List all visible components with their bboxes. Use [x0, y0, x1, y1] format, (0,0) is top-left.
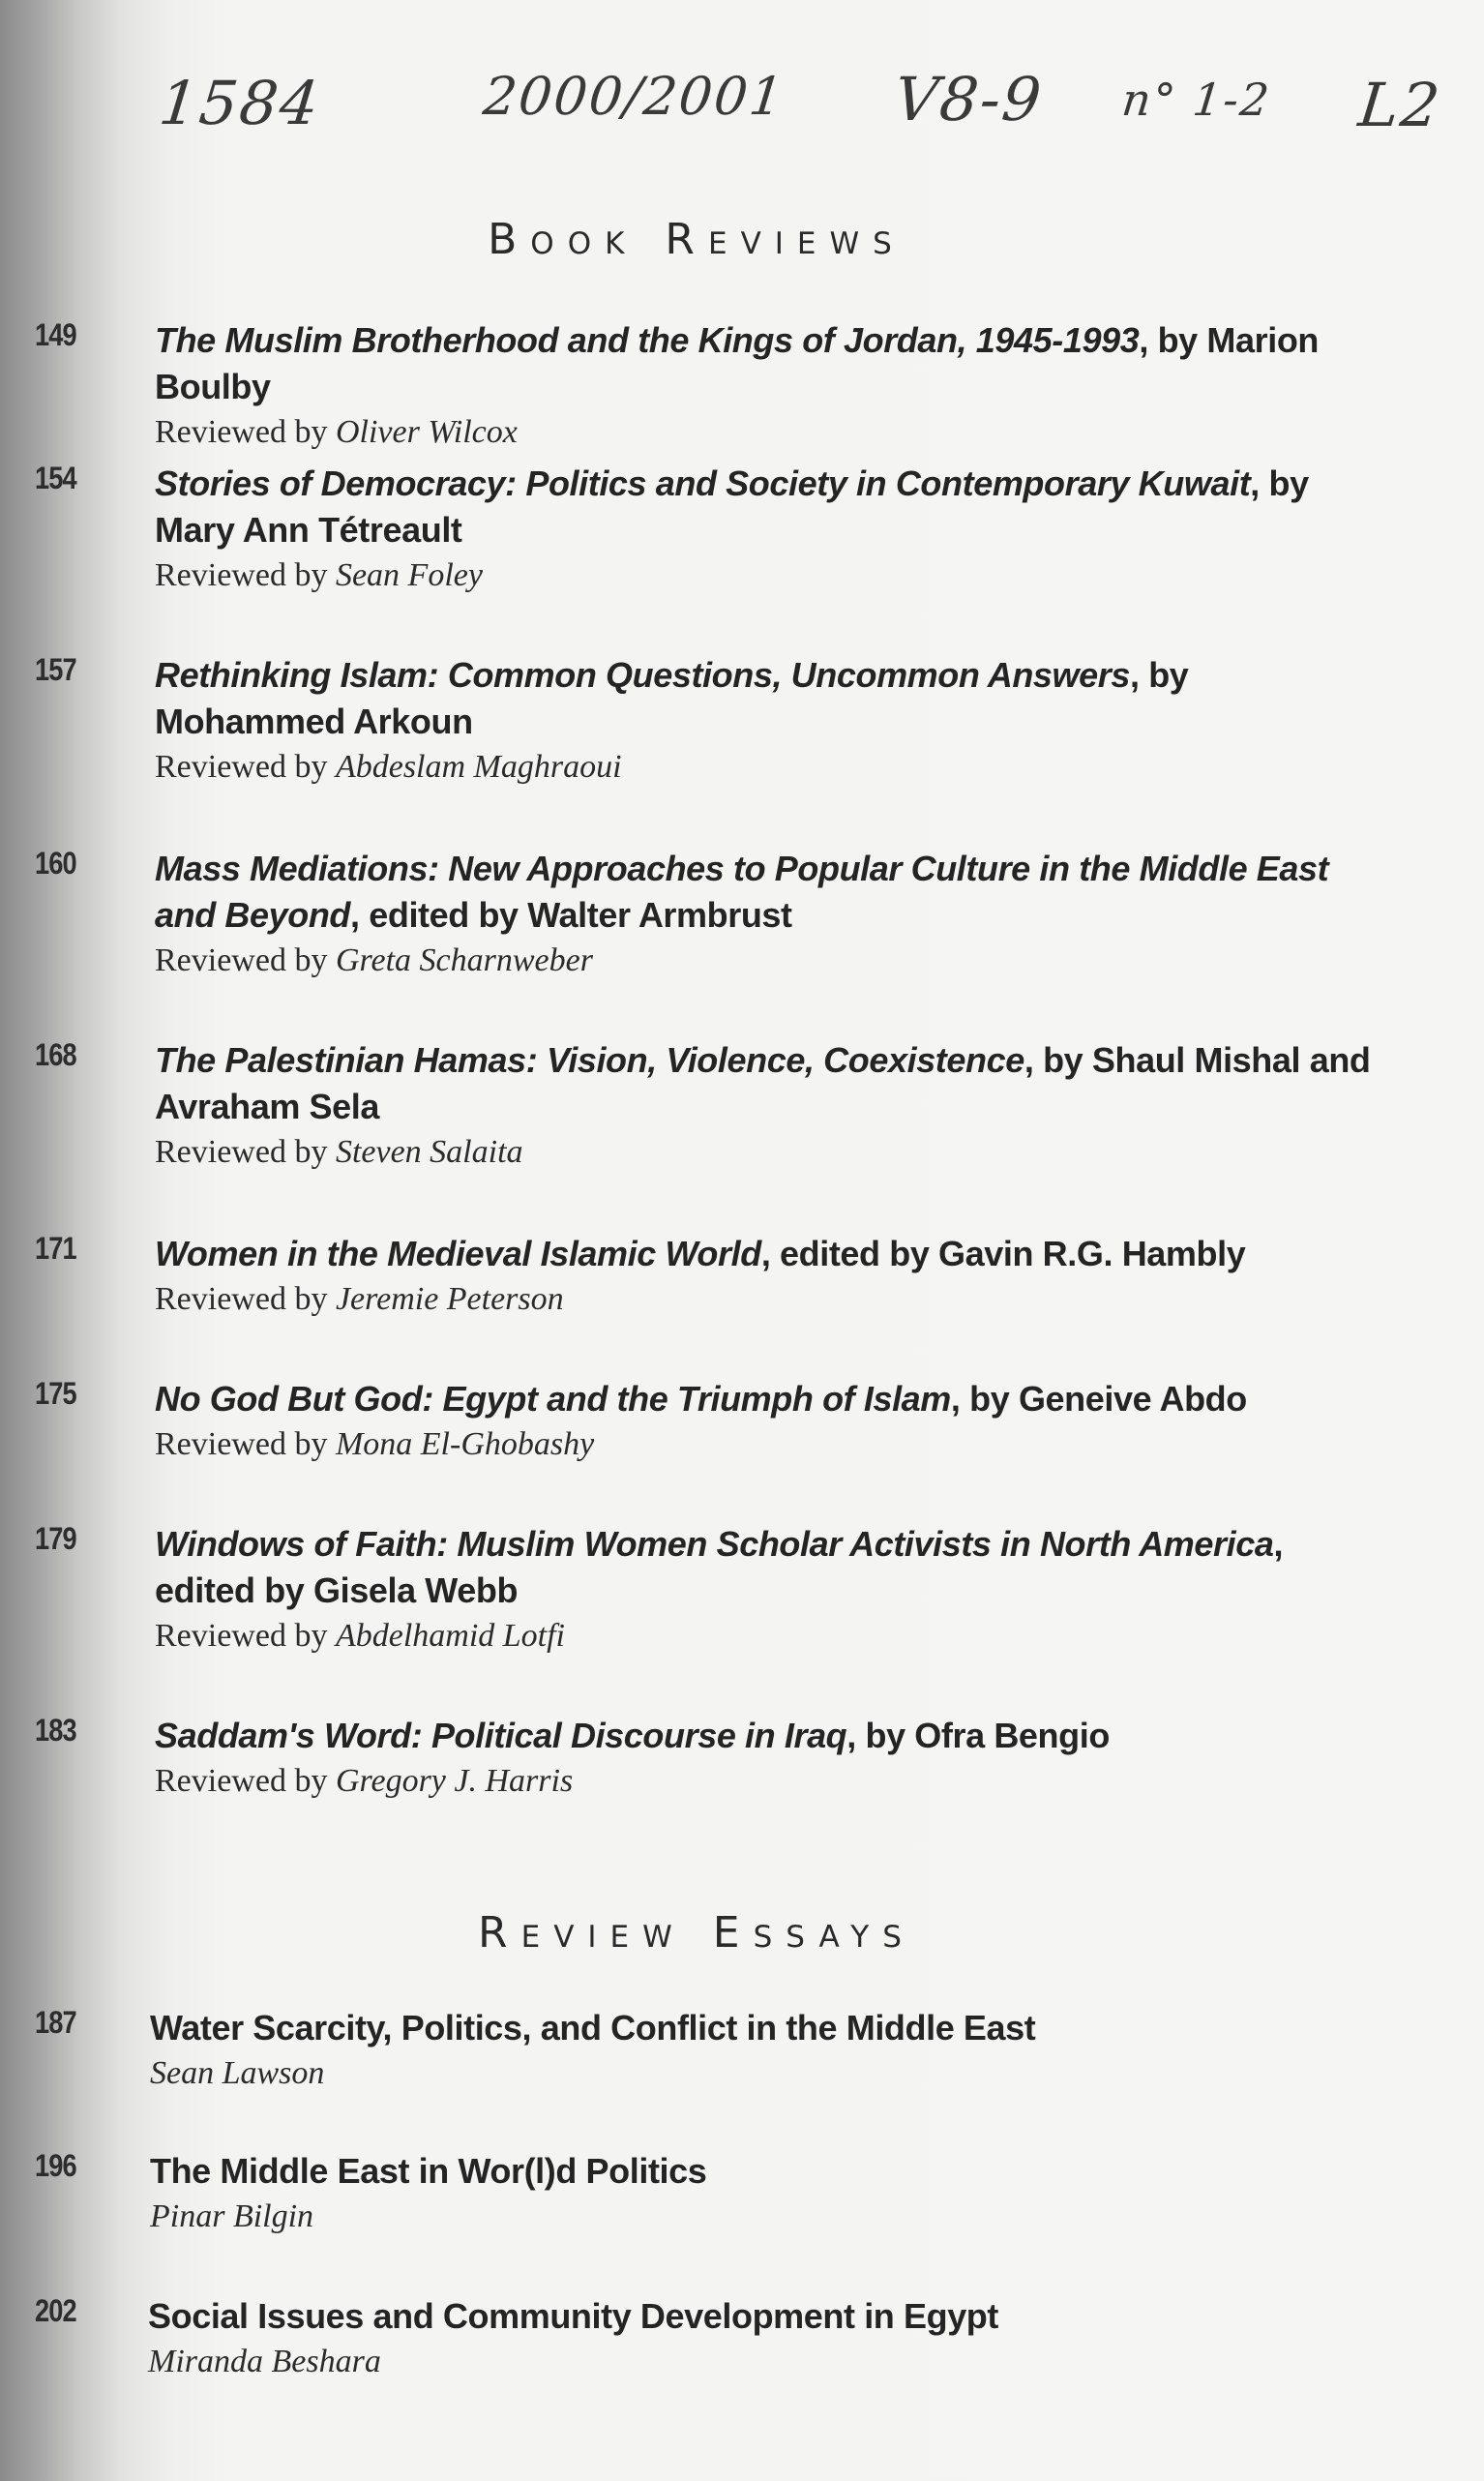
page-number: 183	[35, 1713, 76, 1748]
page-number: 187	[35, 2005, 76, 2040]
book-title: The Muslim Brotherhood and the Kings of Jordan, 1945-1993	[155, 320, 1140, 360]
book-title: Mass Mediations: New Approaches to Popular Culture in the Middle East and Beyond	[155, 849, 1329, 935]
reviewed-by-label: Reviewed by	[155, 1426, 336, 1462]
reviewed-by-label: Reviewed by	[155, 1281, 336, 1317]
book-title: Women in the Medieval Islamic World	[155, 1234, 761, 1273]
page-number: 196	[35, 2148, 76, 2183]
essay-title: Social Issues and Community Development in Egypt	[148, 2296, 998, 2336]
page-number: 149	[35, 317, 76, 352]
reviewer-name: Sean Foley	[335, 557, 483, 593]
book-title: No God But God: Egypt and the Triumph of Islam	[155, 1379, 951, 1419]
book-title: The Palestinian Hamas: Vision, Violence, Coexistence	[155, 1040, 1024, 1080]
book-byline: , by Mary Ann Tétreault	[155, 463, 1309, 550]
handwritten-year: 2000/2001	[480, 66, 788, 127]
book-byline: , by Ofra Bengio	[846, 1716, 1110, 1755]
reviewer-name: Oliver Wilcox	[335, 414, 518, 450]
handwritten-volume: V8-9	[891, 64, 1047, 135]
reviewed-by-label: Reviewed by	[155, 1763, 336, 1799]
page-number: 179	[35, 1521, 76, 1556]
page-number: 154	[35, 461, 76, 495]
page-number: 202	[35, 2293, 76, 2328]
handwritten-code: L2	[1355, 70, 1445, 140]
essay-title: The Middle East in Wor(l)d Politics	[150, 2151, 707, 2191]
reviewed-by-label: Reviewed by	[155, 1618, 336, 1654]
essay-author: Pinar Bilgin	[150, 2198, 314, 2234]
page-number: 157	[35, 652, 76, 687]
reviewed-by-label: Reviewed by	[155, 414, 336, 450]
reviewer-name: Abdeslam Maghraoui	[335, 749, 622, 785]
page-number: 171	[35, 1231, 76, 1266]
book-byline: , edited by Walter Armbrust	[350, 895, 792, 935]
book-title: Saddam's Word: Political Discourse in Iraq	[155, 1716, 847, 1755]
essay-title: Water Scarcity, Politics, and Conflict in the Middle East	[150, 2008, 1036, 2048]
book-byline: , by Geneive Abdo	[950, 1379, 1247, 1419]
reviewed-by-label: Reviewed by	[155, 557, 336, 593]
handwritten-annotations	[0, 58, 1484, 164]
page-number: 160	[35, 846, 76, 881]
reviewer-name: Gregory J. Harris	[335, 1763, 574, 1799]
reviewed-by-label: Reviewed by	[155, 1134, 336, 1170]
reviewer-name: Mona El-Ghobashy	[335, 1426, 595, 1462]
page-number: 175	[35, 1376, 76, 1411]
book-reviews-heading: Book Reviews	[488, 215, 905, 264]
book-title: Stories of Democracy: Politics and Society in Contemporary Kuwait	[155, 463, 1251, 503]
book-byline: , by Marion Boulby	[155, 320, 1319, 406]
reviewed-by-label: Reviewed by	[155, 942, 336, 978]
reviewed-by-label: Reviewed by	[155, 749, 336, 785]
book-byline: , by Mohammed Arkoun	[155, 655, 1189, 741]
reviewer-name: Steven Salaita	[335, 1134, 523, 1170]
essay-author: Miranda Beshara	[148, 2344, 381, 2379]
reviewer-name: Greta Scharnweber	[335, 942, 593, 978]
reviewer-name: Jeremie Peterson	[335, 1281, 564, 1317]
page-number: 168	[35, 1037, 76, 1072]
book-byline: , by Shaul Mishal and Avraham Sela	[155, 1040, 1371, 1126]
book-byline: , edited by Gisela Webb	[155, 1524, 1284, 1610]
review-essays-heading: Review Essays	[478, 1908, 915, 1958]
book-byline: , edited by Gavin R.G. Hambly	[760, 1234, 1246, 1273]
book-title: Windows of Faith: Muslim Women Scholar Activists in North America	[155, 1524, 1274, 1564]
essay-author: Sean Lawson	[150, 2055, 325, 2091]
handwritten-call-number: 1584	[156, 68, 324, 138]
handwritten-issue: n° 1-2	[1119, 74, 1274, 126]
reviewer-name: Abdelhamid Lotfi	[335, 1618, 566, 1654]
book-title: Rethinking Islam: Common Questions, Uncommon Answers	[155, 655, 1130, 695]
